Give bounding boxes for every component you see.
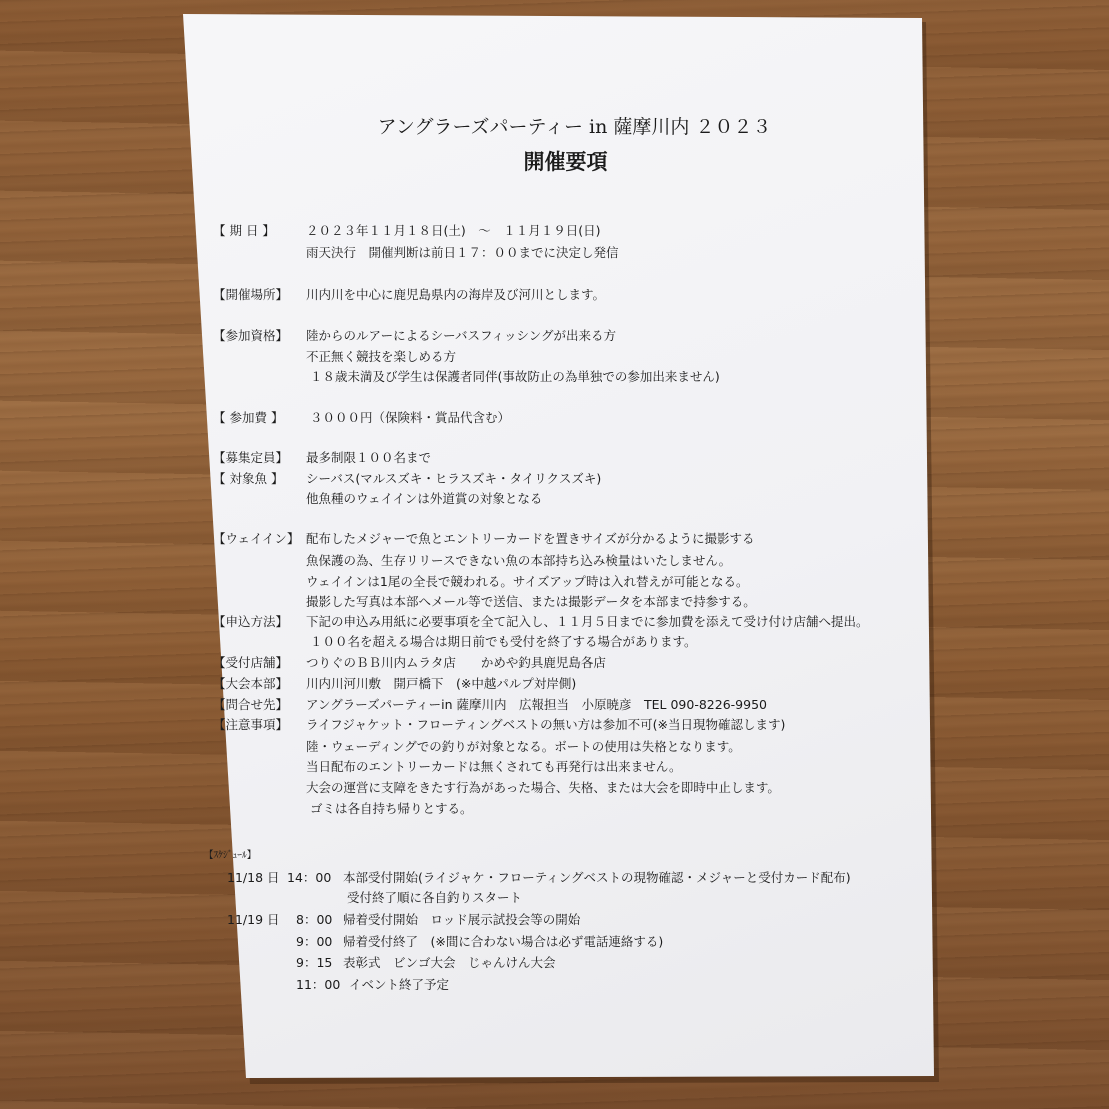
schedule-date: 11/19 日 xyxy=(227,912,280,927)
schedule-heading: 【ｽｹｼﾞｭｰﾙ】 xyxy=(204,850,257,861)
section-line: ライフジャケット・フローティングベストの無い方は参加不可(※当日現物確認します) xyxy=(306,717,786,732)
schedule-time: 8：00 xyxy=(296,912,333,927)
section-label-date: 【 期 日 】 xyxy=(213,223,275,238)
schedule-time: 14：00 xyxy=(287,870,332,885)
schedule-text: 本部受付開始(ライジャケ・フローティングベストの現物確認・メジャーと受付カード配布) xyxy=(343,870,851,885)
section-line: 下記の申込み用紙に必要事項を全て記入し、１１月５日までに参加費を添えて受け付け店舗へ提出。 xyxy=(306,614,869,629)
section-line: １００名を超える場合は期日前でも受付を終了する場合があります。 xyxy=(310,634,697,649)
section-line: ２０２３年１１月１８日(土) ～ １１月１９日(日) xyxy=(306,223,601,238)
section-label-application: 【申込方法】 xyxy=(213,614,289,629)
section-line: 他魚種のウェイインは外道賞の対象となる xyxy=(306,491,543,506)
section-line: 配布したメジャーで魚とエントリーカードを置きサイズが分かるように撮影する xyxy=(306,531,755,546)
schedule-time: 9：00 xyxy=(296,934,333,949)
section-line: 撮影した写真は本部へメール等で送信、または撮影データを本部まで持参する。 xyxy=(306,594,756,609)
section-line: 陸からのルアーによるシーバスフィッシングが出来る方 xyxy=(306,328,616,343)
section-line: ３０００円（保険料・賞品代含む） xyxy=(310,410,511,425)
section-line: 大会の運営に支障をきたす行為があった場合、失格、または大会を即時中止します。 xyxy=(306,780,780,795)
section-line: 魚保護の為、生存リリースできない魚の本部持ち込み検量はいたしません。 xyxy=(306,553,732,568)
schedule-time: 11：00 xyxy=(296,977,341,992)
section-label-capacity: 【募集定員】 xyxy=(213,450,289,465)
section-line: シーバス(マルスズキ・ヒラスズキ・タイリクスズキ) xyxy=(306,471,602,486)
document-subtitle: 開催要項 xyxy=(523,149,608,174)
section-label-venue: 【開催場所】 xyxy=(213,287,289,302)
section-line: 最多制限１００名まで xyxy=(306,450,432,465)
section-label-weigh-in: 【ウェイイン】 xyxy=(213,531,300,546)
section-line: つりぐのＢＢ川内ムラタ店 かめや釣具鹿児島各店 xyxy=(306,655,606,670)
section-line: ウェイインは1尾の全長で競われる。サイズアップ時は入れ替えが可能となる。 xyxy=(306,574,749,589)
section-label-headquarters: 【大会本部】 xyxy=(213,676,289,691)
section-line: 川内川河川敷 開戸橋下 (※中越パルプ対岸側) xyxy=(306,676,577,691)
schedule-date: 11/18 日 xyxy=(227,870,280,885)
schedule-time: 9：15 xyxy=(296,955,333,970)
section-label-notes: 【注意事項】 xyxy=(213,717,289,732)
section-label-stores: 【受付店舗】 xyxy=(213,655,289,670)
schedule-text: 表彰式 ビンゴ大会 じゃんけん大会 xyxy=(343,955,556,970)
schedule-text: 帰着受付開始 ロッド展示試投会等の開始 xyxy=(343,912,581,927)
section-line: 不正無く競技を楽しめる方 xyxy=(306,349,457,364)
section-label-fee: 【 参加費 】 xyxy=(213,410,284,425)
section-line: ゴミは各自持ち帰りとする。 xyxy=(310,801,473,816)
document-title: アングラーズパーティー in 薩摩川内 ２０２３ xyxy=(377,116,772,138)
schedule-text: 帰着受付終了 (※間に合わない場合は必ず電話連絡する) xyxy=(343,934,664,949)
section-line: アングラーズパーティーin 薩摩川内 広報担当 小原暁彦 TEL 090-8226-9950 xyxy=(306,697,767,712)
section-label-target-fish: 【 対象魚 】 xyxy=(213,471,284,486)
section-line: １８歳未満及び学生は保護者同伴(事故防止の為単独での参加出来ません) xyxy=(310,369,720,384)
schedule-text: 受付終了順に各自釣りスタート xyxy=(347,890,523,905)
section-line: 川内川を中心に鹿児島県内の海岸及び河川とします。 xyxy=(306,287,606,302)
section-label-eligibility: 【参加資格】 xyxy=(213,328,289,343)
section-line: 陸・ウェーディングでの釣りが対象となる。ボートの使用は失格となります。 xyxy=(306,739,741,754)
section-label-contact: 【問合せ先】 xyxy=(213,697,289,712)
section-line: 雨天決行 開催判断は前日１７：００までに決定し発信 xyxy=(306,245,619,260)
section-line: 当日配布のエントリーカードは無くされても再発行は出来ません。 xyxy=(306,759,682,774)
schedule-text: イベント終了予定 xyxy=(349,977,450,992)
